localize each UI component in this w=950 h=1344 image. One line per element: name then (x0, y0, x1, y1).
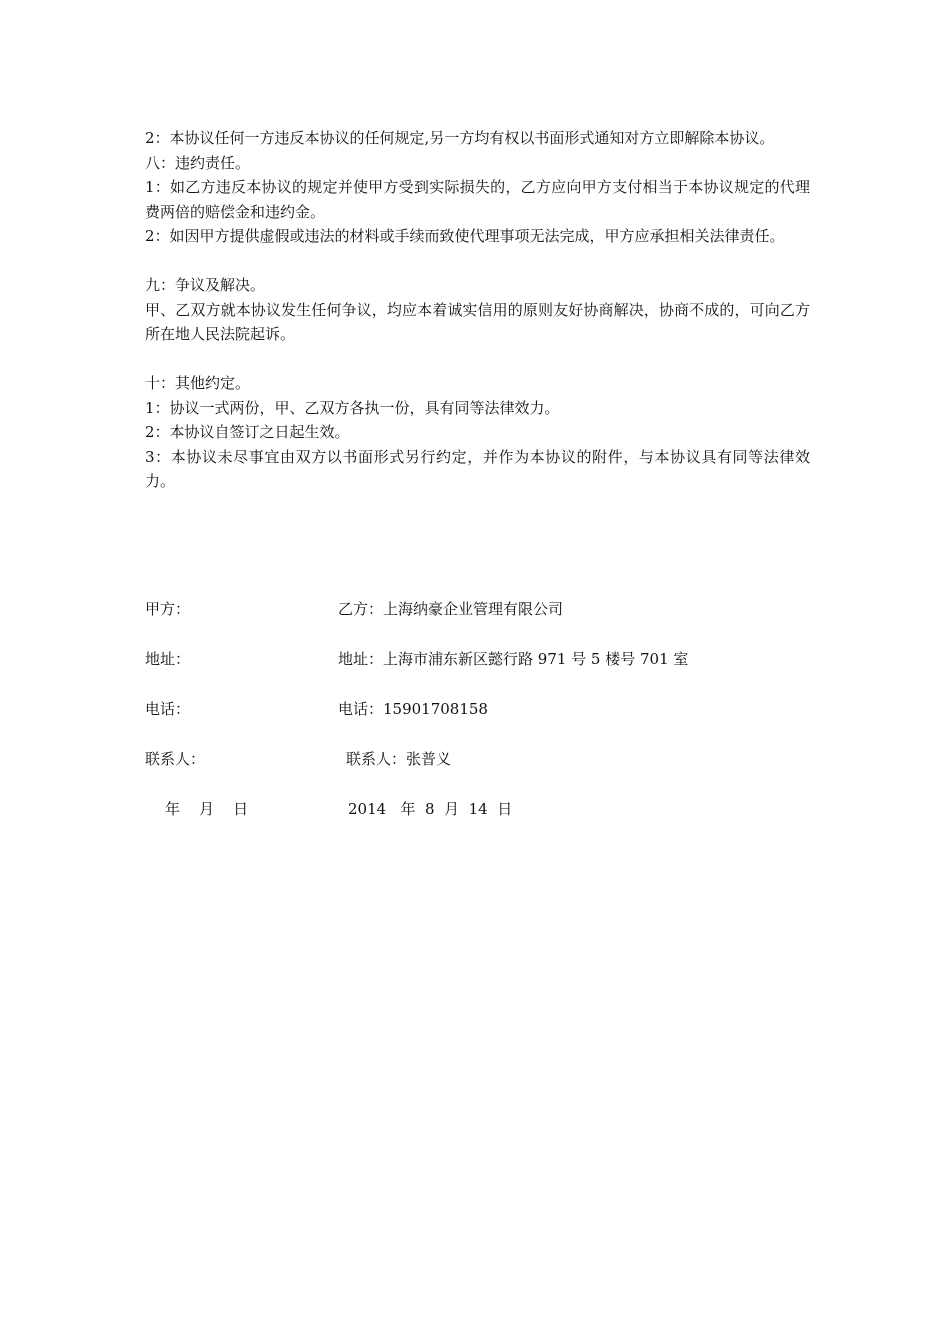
signature-row-phone (145, 697, 810, 747)
section-9-heading: 九：争议及解决。 (145, 276, 266, 294)
party-b-date: 2014 年 8 月 14 日 (348, 800, 513, 818)
party-a-address-label: 地址： (145, 650, 191, 668)
clause-7-2: 2：本协议任何一方违反本协议的任何规定,另一方均有权以书面形式通知对方立即解除本协议。 (145, 129, 775, 147)
party-b-phone: 电话：15901708158 (338, 700, 488, 718)
clause-8-1: 1：如乙方违反本协议的规定并使甲方受到实际损失的，乙方应向甲方支付相当于本协议规定的代理费两倍的赔偿金和违约金。 (145, 178, 810, 221)
party-a-phone-label: 电话： (145, 700, 191, 718)
party-a-date: 年 月 日 (165, 800, 249, 818)
signature-row-date (145, 797, 810, 847)
spacer (145, 347, 810, 372)
signature-row-address (145, 647, 810, 697)
party-a-contact-label: 联系人： (145, 750, 206, 768)
clause-8-2: 2：如因甲方提供虚假或违法的材料或手续而致使代理事项无法完成，甲方应承担相关法律责任。 (145, 227, 785, 245)
clause-10-3: 3：本协议未尽事宜由双方以书面形式另行约定，并作为本协议的附件，与本协议具有同等法律效力。 (145, 447, 810, 490)
signature-row-party (145, 597, 810, 647)
spacer (145, 249, 810, 274)
agreement-body (145, 126, 810, 494)
party-b-address: 地址：上海市浦东新区懿行路 971 号 5 楼号 701 室 (338, 650, 689, 668)
clause-10-1: 1：协议一式两份，甲、乙双方各执一份，具有同等法律效力。 (145, 398, 560, 417)
signature-row-contact (145, 747, 810, 797)
section-10-heading: 十：其他约定。 (145, 374, 251, 392)
clause-9: 甲、乙双方就本协议发生任何争议，均应本着诚实信用的原则友好协商解决，协商不成的，可向乙方所在地人民法院起诉。 (145, 300, 810, 343)
signature-block (145, 597, 810, 847)
section-8-heading: 八：违约责任。 (145, 153, 251, 172)
party-b-name: 乙方：上海纳豪企业管理有限公司 (338, 600, 564, 618)
clause-10-2: 2：本协议自签订之日起生效。 (145, 423, 350, 441)
party-a-label: 甲方： (145, 600, 191, 618)
party-b-contact: 联系人：张普义 (346, 750, 452, 768)
